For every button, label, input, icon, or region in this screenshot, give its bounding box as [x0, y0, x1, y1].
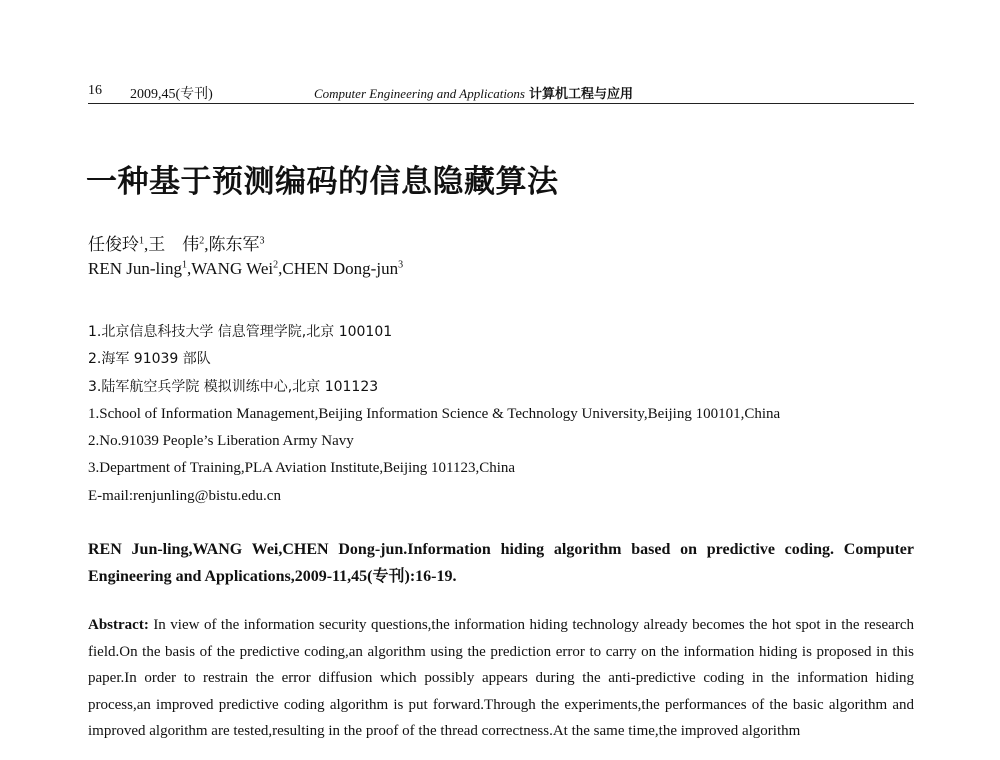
- abstract: Abstract: In view of the information security questions,the information hiding technology already becomes the hot spot in the research field.On the basis of the predictive coding,an algorithm using the prediction error to carry on the information hiding is proposed in this paper.In order to restrain the error diffusion which possibly appears during the anti-predictive coding in the information hiding process,an improved predictive coding algorithm is put forward.Through the experiments,the performances of the basic algorithm and improved algorithm are tested,resulting in the proof of the thread correctness.At the same time,the improved algorithm: [88, 617, 914, 740]
- abstract-label: Abstract: [88, 617, 144, 633]
- running-header: [88, 80, 914, 102]
- affil-marker-2: 2: [199, 235, 205, 247]
- affil-marker-en-2: 2: [273, 259, 279, 271]
- affil-marker-en-3: 3: [398, 259, 404, 271]
- paper-title: 一种基于预测编码的信息隐藏算法: [86, 164, 559, 200]
- header-rule: [88, 103, 914, 104]
- affil-marker-en-1: 1: [181, 259, 187, 271]
- affiliations: [88, 319, 780, 510]
- affiliation-en-1: 1.School of Information Management,Beijing Information Science & Technology University,Beijing 100101,China: [88, 405, 781, 422]
- contact-email: E-mail:renjunling@bistu.edu.cn: [88, 487, 281, 504]
- issue-info: 2009,45(专刊): [130, 87, 213, 102]
- journal-name-cn: 计算机工程与应用: [529, 87, 634, 102]
- citation: REN Jun-ling,WANG Wei,CHEN Dong-jun.Information hiding algorithm based on predictive coding. Computer Engineering and Applications,2009-11,45(专刊):16-19.: [88, 541, 914, 585]
- author-cn-2: 王 伟: [148, 235, 200, 254]
- authors-english: REN Jun-ling$^1$,WANG Wei$^2$,CHEN Dong-jun$^3$: [88, 259, 404, 278]
- affiliation-en-3: 3.Department of Training,PLA Aviation Institute,Beijing 101123,China: [88, 460, 516, 477]
- author-cn-3: 陈东军: [208, 235, 260, 254]
- author-en-1: REN Jun-ling: [88, 259, 182, 278]
- affiliation-en-2: 2.No.91039 People’s Liberation Army Navy: [88, 433, 354, 450]
- affiliation-cn-2: 2.海军 91039 部队: [88, 351, 211, 368]
- affil-marker-3: 3: [259, 235, 265, 247]
- author-cn-1: 任俊玲: [88, 235, 139, 254]
- abstract-text: In view of the information security questions,the information hiding technology already becomes the hot spot in the research field.On the basis of the predictive coding,an algorithm using the prediction error to carry on the information hiding is proposed in this paper.In order to restrain the error diffusion which possibly appears during the anti-predictive coding in the information hiding process,an improved predictive coding algorithm is put forward.Through the experiments,the performances of the basic algorithm and improved algorithm are tested,resulting in the proof of the thread correctness.At the same time,the improved algorithm: [88, 617, 914, 740]
- page-number: 16: [88, 83, 102, 98]
- author-en-2: WANG Wei: [191, 259, 274, 278]
- affiliation-cn-1: 1.北京信息科技大学 信息管理学院,北京 100101: [88, 324, 393, 340]
- author-en-3: CHEN Dong-jun: [282, 259, 399, 278]
- journal-name: [314, 83, 633, 103]
- authors-chinese: 任俊玲$^1$,王 伟$^2$,陈东军$^3$: [88, 235, 265, 254]
- journal-name-en: Computer Engineering and Applications: [314, 86, 525, 101]
- affil-marker-1: 1: [139, 235, 144, 247]
- affiliation-cn-3: 3.陆军航空兵学院 模拟训练中心,北京 101123: [88, 378, 379, 395]
